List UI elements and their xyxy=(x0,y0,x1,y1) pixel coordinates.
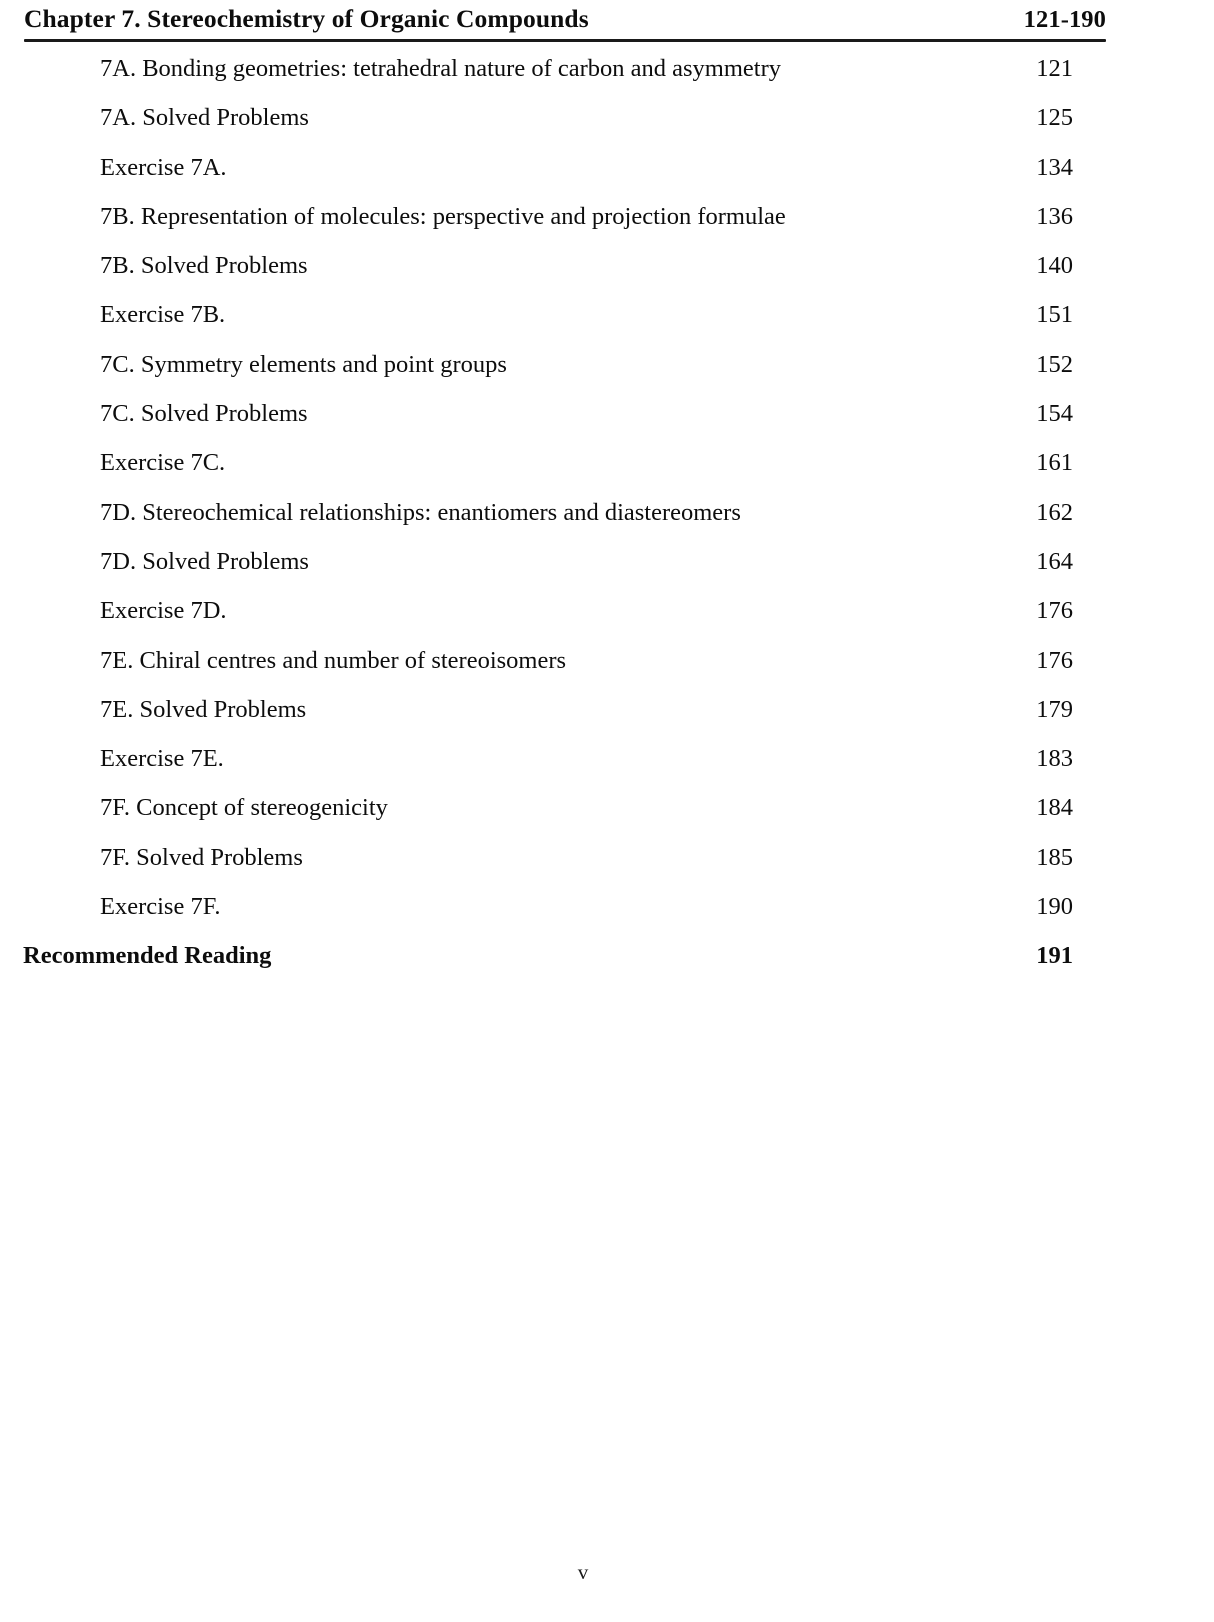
toc-entry-label: 7C. Solved Problems xyxy=(100,400,308,428)
toc-entry-page-number: 154 xyxy=(1036,400,1073,428)
toc-row[interactable] xyxy=(0,841,1214,890)
toc-row[interactable] xyxy=(0,249,1214,298)
toc-entry-label: 7D. Stereochemical relationships: enantiomers and diastereomers xyxy=(100,498,741,526)
toc-row[interactable] xyxy=(0,693,1214,742)
toc-entry-page-number: 134 xyxy=(1036,153,1073,181)
toc-entry-page-number: 185 xyxy=(1036,843,1073,871)
page-footer xyxy=(0,1558,1166,1586)
toc-entry-label: Recommended Reading xyxy=(23,942,272,970)
header-divider xyxy=(24,39,1106,42)
toc-entry-label: Exercise 7F. xyxy=(100,893,221,921)
toc-entry-label: 7E. Chiral centres and number of stereoisomers xyxy=(100,646,567,674)
toc-entry-label: 7F. Solved Problems xyxy=(100,843,303,871)
toc-entry-page-number: 191 xyxy=(1036,942,1073,970)
toc-entry-label: Exercise 7C. xyxy=(100,449,226,477)
toc-entry-page-number: 136 xyxy=(1036,202,1073,230)
footer-page-number: v xyxy=(577,1560,589,1584)
toc-entry-page-number: 151 xyxy=(1036,301,1073,329)
toc-entry-label: 7B. Representation of molecules: perspective and projection formulae xyxy=(100,202,786,230)
chapter-header xyxy=(24,4,1106,34)
toc-entry-page-number: 179 xyxy=(1036,695,1073,723)
toc-row[interactable] xyxy=(0,200,1214,249)
toc-entry-page-number: 162 xyxy=(1036,498,1073,526)
toc-entry-label: 7A. Bonding geometries: tetrahedral nature of carbon and asymmetry xyxy=(100,55,782,82)
toc-entry-label: Exercise 7D. xyxy=(100,597,227,625)
toc-entry-label: 7E. Solved Problems xyxy=(100,695,307,723)
toc-row[interactable] xyxy=(0,890,1214,939)
toc-row[interactable] xyxy=(0,496,1214,545)
toc-entry-page-number: 161 xyxy=(1036,449,1073,477)
toc-entry-page-number: 190 xyxy=(1036,893,1073,921)
toc-row[interactable] xyxy=(0,101,1214,150)
toc-row[interactable] xyxy=(0,151,1214,200)
toc-entry-page-number: 176 xyxy=(1036,646,1073,674)
toc-entry-page-number: 121 xyxy=(1036,55,1073,82)
toc-entry-page-number: 152 xyxy=(1036,350,1073,378)
toc-row[interactable] xyxy=(0,348,1214,397)
toc-row[interactable] xyxy=(0,791,1214,840)
toc-row[interactable] xyxy=(0,742,1214,791)
toc-entry-label: 7B. Solved Problems xyxy=(100,252,308,280)
chapter-title: Chapter 7. Stereochemistry of Organic Compounds xyxy=(24,4,589,33)
toc-entry-label: Exercise 7B. xyxy=(100,301,226,329)
chapter-page-range: 121-190 xyxy=(1023,6,1106,33)
toc-row[interactable] xyxy=(0,939,1214,988)
toc-row[interactable] xyxy=(0,545,1214,594)
toc-entry-label: 7D. Solved Problems xyxy=(100,547,309,575)
toc-entry-label: Exercise 7E. xyxy=(100,745,224,773)
toc-entry-page-number: 125 xyxy=(1036,104,1073,132)
toc-entry-label: 7A. Solved Problems xyxy=(100,104,309,132)
toc-entry-label: 7C. Symmetry elements and point groups xyxy=(100,350,507,378)
toc-entry-page-number: 140 xyxy=(1036,252,1073,280)
toc-list xyxy=(0,52,1214,989)
toc-entry-page-number: 184 xyxy=(1036,794,1073,822)
toc-row[interactable] xyxy=(0,594,1214,643)
toc-entry-page-number: 176 xyxy=(1036,597,1073,625)
toc-row[interactable] xyxy=(0,644,1214,693)
toc-entry-page-number: 183 xyxy=(1036,745,1073,773)
toc-row[interactable] xyxy=(0,298,1214,347)
toc-row[interactable] xyxy=(0,52,1214,101)
toc-entry-label: 7F. Concept of stereogenicity xyxy=(100,794,388,822)
toc-entry-page-number: 164 xyxy=(1036,547,1073,575)
toc-row[interactable] xyxy=(0,397,1214,446)
toc-row[interactable] xyxy=(0,446,1214,495)
toc-entry-label: Exercise 7A. xyxy=(100,153,227,181)
